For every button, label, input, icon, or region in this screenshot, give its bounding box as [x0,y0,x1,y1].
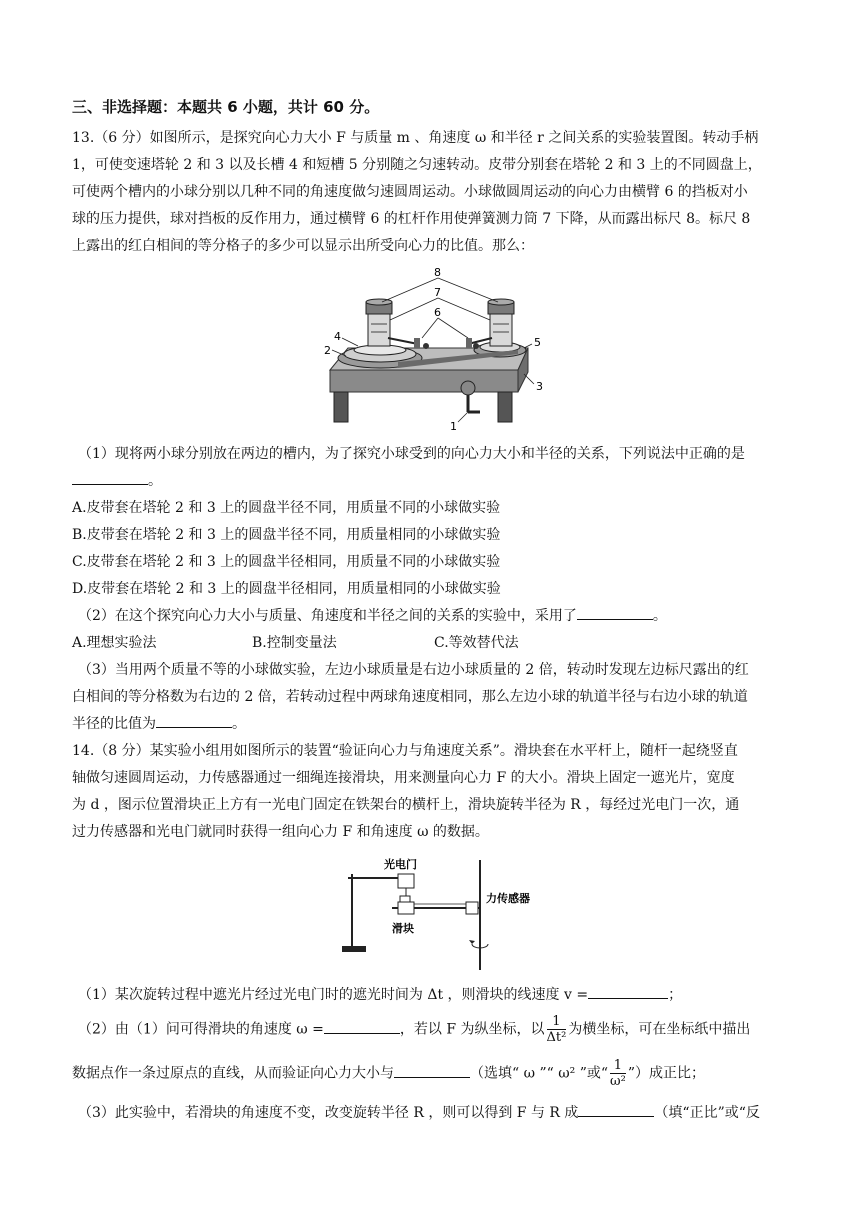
q13-stem-line: 球的压力提供，球对挡板的反作用力，通过横臂 6 的杠杆作用使弹簧测力筒 7 下降，从而露出标尺 8。标尺 8 [72,211,751,227]
answer-blank[interactable] [324,1019,400,1034]
label-3: 3 [536,380,543,393]
q13-part2: （2）在这个探究向心力大小与质量、角速度和半径之间的关系的实验中，采用了 。 [78,605,667,625]
q13-part3-line: 白相间的等分格数为右边的 2 倍，若转动过程中两球角速度相同，那么左边小球的轨道半径与右边小球的轨道 [72,689,748,705]
q14-part1: （1）某次旋转过程中遮光片经过光电门时的遮光时间为 Δt ，则滑块的线速度 v = ； [78,984,682,1004]
label-2: 2 [324,344,331,357]
label-force-sensor: 力传感器 [486,892,530,905]
q13-option-b: B.皮带套在塔轮 2 和 3 上的圆盘半径不同，用质量相同的小球做实验 [72,527,501,543]
label-1: 1 [450,420,457,433]
label-photogate: 光电门 [384,858,417,871]
q13-stem-line: 13.（6 分）如图所示，是探究向心力大小 F 与质量 m 、角速度 ω 和半径 r 之间关系的实验装置图。转动手柄 [72,130,759,146]
q13-option-d: D.皮带套在塔轮 2 和 3 上的圆盘半径相同，用质量相同的小球做实验 [72,581,501,597]
label-6: 6 [434,306,441,319]
label-4: 4 [334,330,341,343]
q13-stem-line: 可使两个槽内的小球分别以几种不同的角速度做匀速圆周运动。小球做圆周运动的向心力由横臂 6 的挡板对小 [72,184,748,200]
q14-stem-line: 轴做匀速圆周运动，力传感器通过一细绳连接滑块，用来测量向心力 F 的大小。滑块上固定一遮光片，宽度 [72,770,735,786]
answer-blank[interactable] [577,605,653,620]
answer-blank[interactable] [588,984,668,999]
fraction: $\frac{1}{\text{ω²}}$ [610,1058,626,1089]
answer-blank[interactable] [394,1063,470,1078]
q13-option-a: A.皮带套在塔轮 2 和 3 上的圆盘半径不同，用质量不同的小球做实验 [72,500,501,516]
label-7: 7 [434,286,441,299]
q13-part1: （1）现将两小球分别放在两边的槽内，为了探究小球受到的向心力大小和半径的关系，下列说法中正确的是 [78,446,745,462]
q13-part3-line: （3）当用两个质量不等的小球做实验，左边小球质量是右边小球质量的 2 倍，转动时发现左边标尺露出的红 [78,662,749,678]
answer-blank[interactable] [156,713,232,728]
photogate-apparatus-figure [336,852,556,974]
answer-blank[interactable] [72,470,148,485]
q13-stem-line: 上露出的红白相间的等分格子的多少可以显示出所受向心力的比值。那么： [72,238,534,254]
q13-part2-option-b: B.控制变量法 [252,635,337,651]
fraction: $\frac{1}{\text{Δt²}}$ [546,1014,567,1045]
q13-part1-answer-line: 。 [72,470,162,490]
q13-part2-option-c: C.等效替代法 [434,635,519,651]
q13-option-c: C.皮带套在塔轮 2 和 3 上的圆盘半径相同，用质量不同的小球做实验 [72,554,501,570]
q13-part3-answer-line: 半径的比值为 。 [72,713,246,733]
q13-stem-line: 1，可使变速塔轮 2 和 3 以及长槽 4 和短槽 5 分别随之匀速转动。皮带分别套在塔轮 2 和 3 上的不同圆盘上， [72,157,762,173]
q13-part2-option-a: A.理想实验法 [72,635,157,651]
q14-part2: （2）由（1）问可得滑块的角速度 ω = ，若以 F 为纵坐标，以 $\frac{1}{\text{Δt²}}$ 为横坐标，可在坐标纸中描出 [78,1014,751,1045]
q14-stem-line: 过力传感器和光电门就同时获得一组向心力 F 和角速度 ω 的数据。 [72,824,489,840]
answer-blank[interactable] [578,1102,654,1117]
label-slider: 滑块 [392,922,414,935]
q14-stem-line: 14.（8 分）某实验小组用如图所示的装置“验证向心力与角速度关系”。滑块套在水平杆上，随杆一起绕竖直 [72,743,738,759]
centripetal-apparatus-figure [318,262,558,434]
label-5: 5 [534,336,541,349]
q14-stem-line: 为 d ，图示位置滑块正上方有一光电门固定在铁架台的横杆上，滑块旋转半径为 R ，每经过光电门一次，通 [72,797,740,813]
q14-part3: （3）此实验中，若滑块的角速度不变，改变旋转半径 R ，则可以得到 F 与 R 成 （填“正比”或“反 [78,1102,760,1122]
section-title: 三、非选择题：本题共 6 小题，共计 60 分。 [72,98,380,116]
q14-part2-line2: 数据点作一条过原点的直线，从而验证向心力大小与 （选填“ ω ”“ ω² ”或“ $\frac{1}{\text{ω²}}$ ”）成正比； [72,1058,706,1089]
label-8: 8 [434,266,441,279]
